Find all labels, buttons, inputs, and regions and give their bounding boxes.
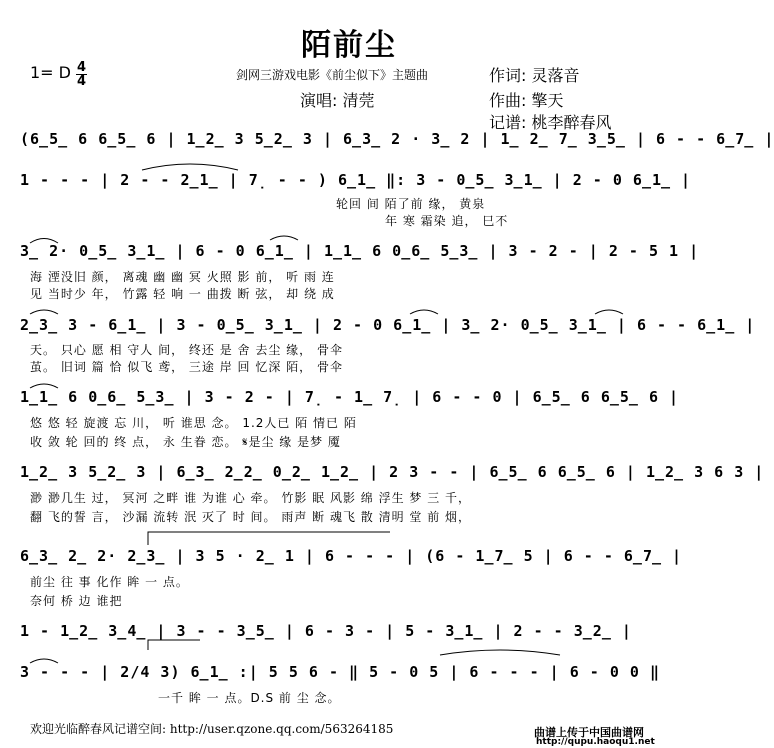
lyric-line-4b: 茧。 旧词 篇 恰 似飞 鸢， 三途 岸 回 忆深 陌， 骨伞 [30, 360, 343, 374]
score-line-7: 6̲3̲ 2̲ 2· 2̲3̲ | 3 5 · 2̲ 1 | 6 - - - | (6 - 1̲7̲ 5 | 6 - - 6̲7̲ | [20, 547, 683, 565]
score-line-9: 3 - - - | 2/4 3) 6̲1̲ :| 5 5 6 - ‖ 5 - 0 5 | 6 - - - | 6 - 0 0 ‖ [20, 663, 660, 681]
score-line-8: 1 - 1̲2̲ 3̲4̲ | 3 - - 3̲5̲ | 6 - 3 - | 5 - 3̲1̲ | 2 - - 3̲2̲ | [20, 622, 632, 640]
watermark-line-2: http://qupu.haoqu1.net [536, 737, 655, 747]
singer: 演唱: 清莞 [300, 91, 375, 110]
volta-2 [148, 640, 200, 650]
song-title: 陌前尘 [301, 28, 397, 63]
lyric-line-4a: 天。 只心 愿 相 守人 间， 终还 是 舍 去尘 缘， 骨伞 [30, 343, 343, 357]
transcriber: 记谱: 桃李醉春风 [489, 113, 612, 132]
time-sig-bottom: 4 [76, 74, 87, 89]
lyric-line-6b: 翻 飞的誓 言， 沙漏 流转 泯 灭了 时 间。 雨声 断 魂飞 散 清明 堂 前 烟， [30, 510, 472, 524]
lyric-line-2a: 轮回 间 陌了前 缘， 黄泉 [336, 197, 486, 211]
lyric-line-7b: 奈何 桥 边 谁把 [30, 594, 123, 608]
slur-arc [30, 659, 58, 663]
score-line-3: 3̲ 2· 0̲5̲ 3̲1̲ | 6 - 0 6̲1̲ | 1̲1̲ 6 0̲6̲ 5̲3̲ | 3 - 2 - | 2 - 5 1 | [20, 242, 700, 260]
score-line-5: 1̲1̲ 6 0̲6̲ 5̲3̲ | 3 - 2 - | 7̣ - 1̲ 7̣ | 6 - - 0 | 6̲5̲ 6 6̲5̲ 6 | [20, 388, 680, 406]
slur-arc [270, 236, 298, 240]
slur-arc [30, 384, 58, 388]
slur-arc [142, 164, 238, 170]
slur-arc [595, 310, 623, 314]
slur-arc [410, 310, 438, 314]
time-sig-top: 4 [76, 60, 87, 75]
composer: 作曲: 擎天 [489, 91, 564, 110]
lyric-line-2b: 年 寒 霜染 追， 巳不 [385, 214, 509, 228]
lyric-line-3b: 见 当时少 年， 竹露 轻 响 一 曲拨 断 弦， 却 绕 成 [30, 287, 335, 301]
lyric-line-6a: 渺 渺几生 过， 冥河 之畔 谁 为谁 心 牵。 竹影 眠 风影 绵 浮生 梦 三 千， [30, 491, 472, 505]
lyric-line-7a: 前尘 往 事 化作 眸 一 点。 [30, 575, 189, 589]
key-signature: 1= D [30, 63, 71, 82]
score-line-2: 1 - - - | 2 - - 2̲1̲ | 7̣ - - ) 6̲1̲ ‖: 3 - 0̲5̲ 3̲1̲ | 2 - 0 6̲1̲ | [20, 171, 692, 189]
volta-1 [148, 532, 390, 545]
lyric-line-5b: 收 敛 轮 回的 终 点， 永 生眷 恋。 𝄋是尘 缘 是梦 魇 [30, 435, 341, 449]
slur-arc [30, 310, 58, 314]
lyric-line-9a: 一千 眸 一 点。D.S 前 尘 念。 [158, 691, 341, 705]
lyric-line-3a: 海 湮没旧 颜， 离魂 幽 幽 冥 火照 影 前， 听 雨 连 [30, 270, 335, 284]
lyricist: 作词: 灵落音 [489, 66, 580, 85]
footer-text: 欢迎光临醉春风记谱空间: http://user.qzone.qq.com/563264185 [30, 722, 394, 736]
score-line-4: 2̲3̲ 3 - 6̲1̲ | 3 - 0̲5̲ 3̲1̲ | 2 - 0 6̲1̲ | 3̲ 2· 0̲5̲ 3̲1̲ | 6 - - 6̲1̲ | [20, 316, 756, 334]
watermark-line-1: 曲谱上传于中国曲谱网 [534, 726, 644, 739]
subtitle: 剑网三游戏电影《前尘似下》主题曲 [236, 68, 429, 82]
score-line-1: (6̲5̲ 6 6̲5̲ 6 | 1̲2̲ 3 5̲2̲ 3 | 6̲3̲ 2 · 3̲ 2 | 1̲ 2̲ 7̲ 3̲5̲ | 6 - - 6̲7̲ | [20, 130, 774, 148]
lyric-line-5a: 悠 悠 轻 旋渡 忘 川， 听 谁思 念。 1.2人已 陌 情已 陌 [30, 416, 357, 430]
slur-arc [440, 650, 560, 655]
score-line-6: 1̲2̲ 3 5̲2̲ 3 | 6̲3̲ 2̲2̲ 0̲2̲ 1̲2̲ | 2 3 - - | 6̲5̲ 6 6̲5̲ 6 | 1̲2̲ 3 6 3 | [20, 463, 765, 481]
slur-arc [30, 239, 58, 244]
